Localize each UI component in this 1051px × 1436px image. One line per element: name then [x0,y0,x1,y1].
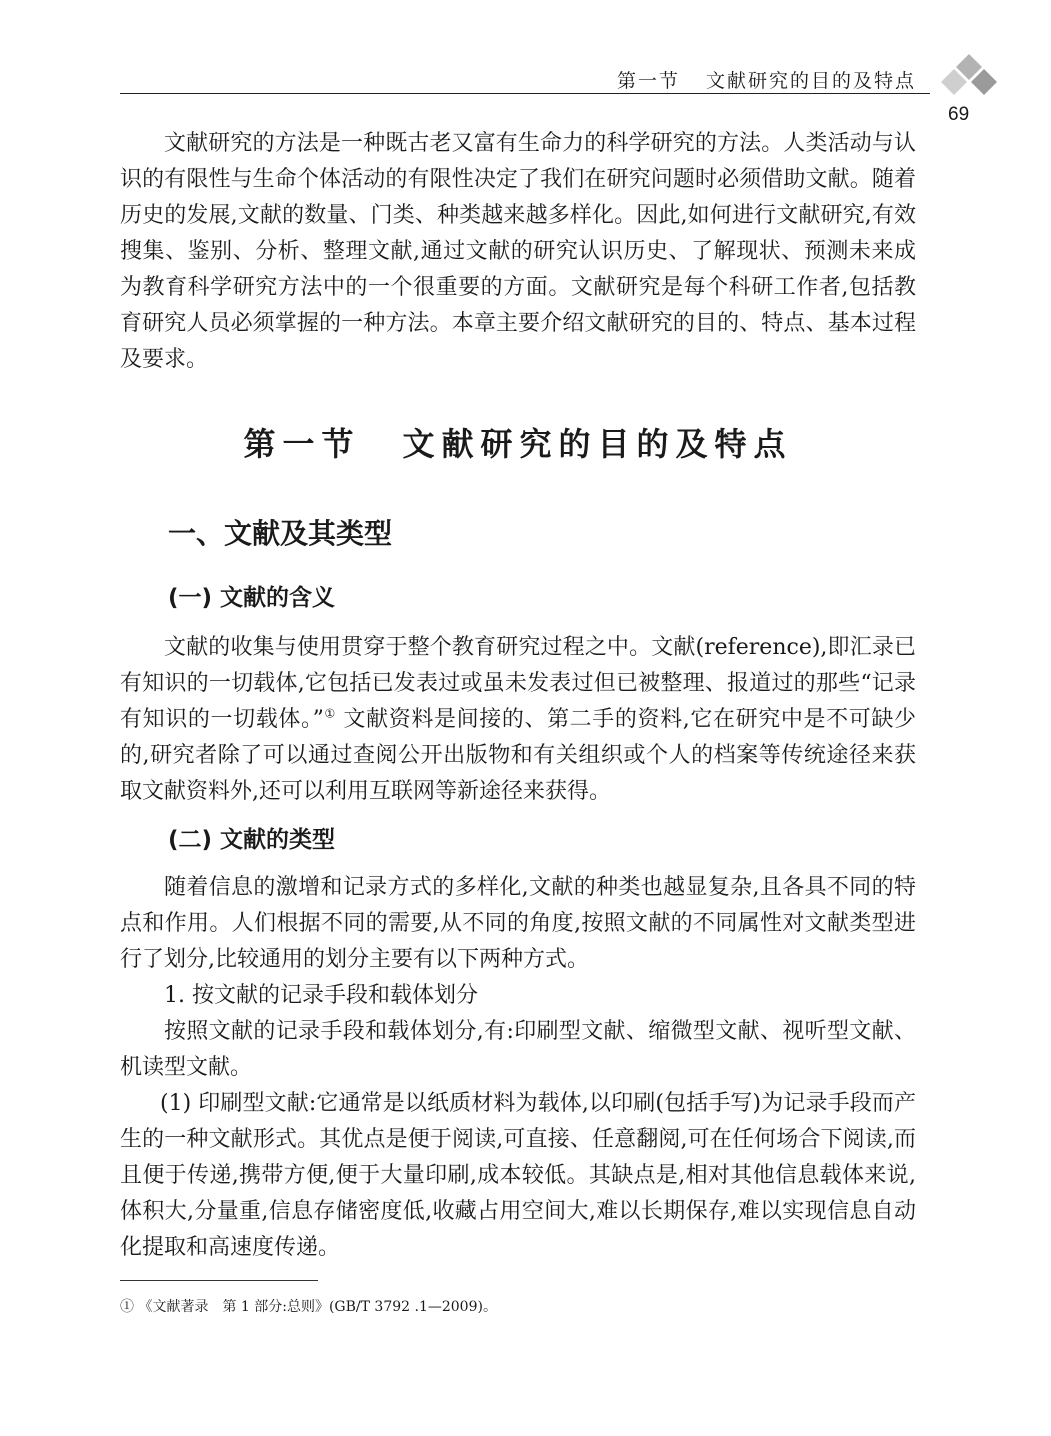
header-section-number: 第一节 [616,70,680,92]
types-list-paragraph: 按照文献的记录手段和载体划分,有:印刷型文献、缩微型文献、视听型文献、机读型文献。 [120,1019,916,1080]
footnote-divider [120,1280,318,1281]
definition-text: 文献的收集与使用贯穿于整个教育研究过程之中。文献(reference),即汇录已有知识的一切载体,它包括已发表过或虽未发表过但已被整理、报道过的那些“记录有知识的一切载体。” [120,635,916,732]
diamond-ornament-icon [934,52,1004,102]
section-number: 第一节 [243,425,361,463]
section-title [120,408,916,480]
printed-documents-paragraph: (1) 印刷型文献:它通常是以纸质材料为载体,以印刷(包括手写)为记录手段而产生的一种文献形式。其优点是便于阅读,可直接、任意翻阅,可在任何场合下阅读,而且便于传递,携带方便,便于大量印刷,成本较低。其缺点是,相对其他信息载体来说,体积大,分量重,信息存储密度低,收藏占用空间大,难以长期保存,难以实现信息自动化提取和高速度传递。 [120,1091,916,1260]
section-name: 文献研究的目的及特点 [402,425,793,463]
running-header [120,58,916,94]
list-item-heading: 1. 按文献的记录手段和载体划分 [164,983,478,1008]
definition-text-continued: 文献资料是间接的、第二手的资料,它在研究中是不可缺少的,研究者除了可以通过查阅公开出版物和有关组织或个人的档案等传统途径来获取文献资料外,还可以利用互联网等新途径来获得。 [120,707,916,804]
running-header-title [617,66,916,93]
part1-heading: (一) 文献的含义 [168,585,336,611]
definition-paragraph [120,630,916,810]
intro-paragraph: 文献研究的方法是一种既古老又富有生命力的科学研究的方法。人类活动与认识的有限性与生命个体活动的有限性决定了我们在研究问题时必须借助文献。随着历史的发展,文献的数量、门类、种类越来越多样化。因此,如何进行文献研究,有效搜集、鉴别、分析、整理文献,通过文献的研究认识历史、了解现状、预测未来成为教育科学研究方法中的一个很重要的方面。文献研究是每个科研工作者,包括教育研究人员必须掌握的一种方法。本章主要介绍文献研究的目的、特点、基本过程及要求。 [120,131,916,372]
header-section-name: 文献研究的目的及特点 [705,70,916,92]
main-content [120,126,916,1266]
footnote: ① 《文献著录 第 1 部分:总则》(GB/T 3792 .1—2009)。 [120,1299,497,1315]
page-number: 69 [948,104,970,125]
part2-heading: (二) 文献的类型 [168,827,336,853]
footnote-reference[interactable]: ① [323,706,336,721]
subsection-heading: 一、文献及其类型 [168,517,393,550]
header-rule [120,93,930,94]
types-paragraph: 随着信息的激增和记录方式的多样化,文献的种类也越显复杂,且各具不同的特点和作用。人们根据不同的需要,从不同的角度,按照文献的不同属性对文献类型进行了划分,比较通用的划分主要有以下两种方式。 [120,875,916,972]
